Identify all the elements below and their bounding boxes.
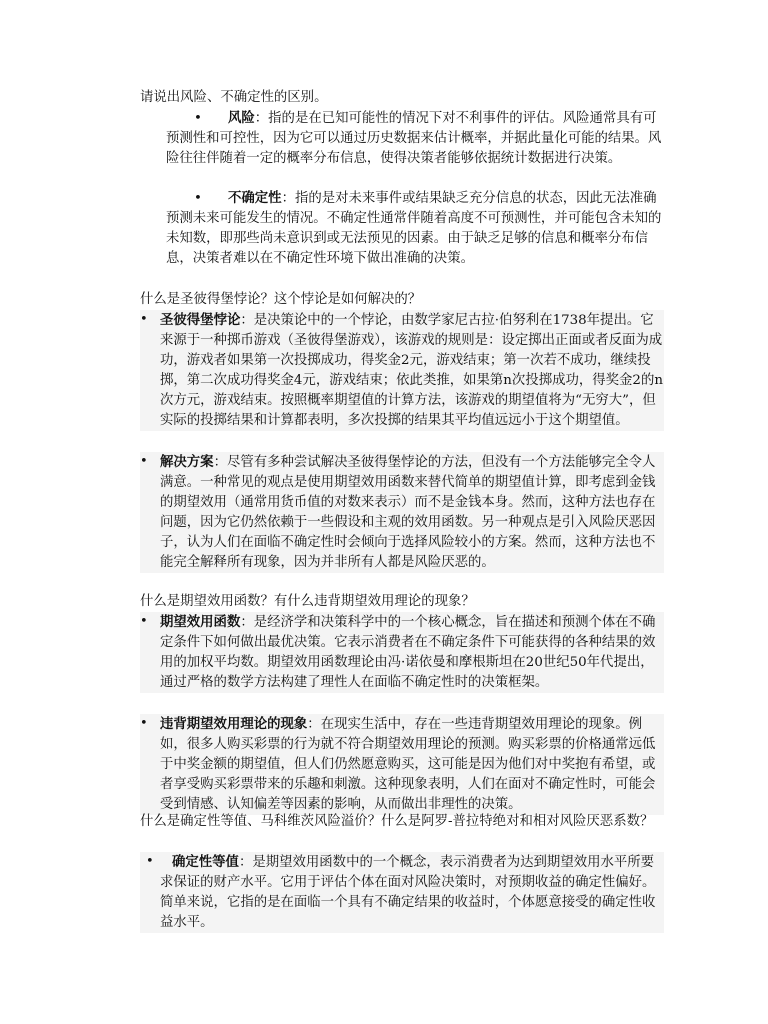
question-risk-uncertainty: 请说出风险、不确定性的区别。	[140, 90, 328, 105]
expected-utility-item	[140, 612, 664, 693]
section-solution	[140, 452, 664, 573]
violation-term: 违背期望效用理论的现象	[160, 716, 308, 732]
section-violation	[140, 714, 664, 815]
uncertainty-term: 不确定性	[228, 190, 282, 206]
question-st-petersburg: 什么是圣彼得堡悖论？这个悖论是如何解决的？	[140, 292, 422, 307]
uncertainty-colon: ：	[281, 191, 295, 206]
bullet-icon: •	[194, 111, 202, 126]
section-certainty-equivalent	[140, 852, 664, 933]
expected-utility-text: 是经济学和决策科学中的一个核心概念，旨在描述和预测个体在不确定条件下如何做出最优决策。它表示消费者在不确定条件下可能获得的各种结果的效用的加权平均数。期望效用函数理论由冯·诺依曼和摩根斯坦在20世纪50年代提出，通过严格的数学方法构建了理性人在面临不确定性时的决策框架。	[160, 615, 656, 690]
solution-colon: ：	[213, 455, 227, 470]
uncertainty-paragraph	[166, 188, 664, 269]
risk-paragraph	[166, 108, 664, 169]
section-uncertainty	[166, 188, 664, 269]
certainty-equivalent-colon: ：	[238, 855, 253, 870]
st-petersburg-item	[140, 310, 664, 431]
st-petersburg-text: 是决策论中的一个悖论，由数学家尼古拉·伯努利在1738年提出。它来源于一种掷币游戏（圣彼得堡游戏），该游戏的规则是：设定掷出正面或者反面为成功，游戏者如果第一次投掷成功，得奖金2元，游戏结束；第一次若不成功，继续投掷，第二次成功得奖金4元，游戏结束；依此类推，如果第n次投掷成功，得奖金2的n次方元，游戏结束。按照概率期望值的计算方法，该游戏的期望值将为“无穷大”，但实际的投掷结果和计算都表明，多次投掷的结果其平均值远远小于这个期望值。	[160, 313, 663, 428]
section-st-petersburg	[140, 310, 664, 431]
risk-definition: 指的是在已知可能性的情况下对不利事件的评估。风险通常具有可预测性和可控性，因为它可以通过历史数据来估计概率，并据此量化可能的结果。风险往往伴随着一定的概率分布信息，使得决策者能够依据统计数据进行决策。	[166, 111, 662, 166]
bullet-icon: •	[140, 454, 148, 469]
solution-term: 解决方案	[160, 454, 214, 470]
bullet-icon: •	[194, 191, 202, 206]
question-expected-utility: 什么是期望效用函数？有什么违背期望效用理论的现象？	[140, 594, 475, 609]
violation-colon: ：	[307, 717, 321, 732]
bullet-icon: •	[140, 614, 148, 629]
question-certainty-equivalent: 什么是确定性等值、马科维茨风险溢价？什么是阿罗-普拉特绝对和相对风险厌恶系数？	[140, 814, 654, 829]
risk-term: 风险	[228, 110, 255, 126]
bullet-icon: •	[140, 716, 148, 731]
certainty-equivalent-text: 是期望效用函数中的一个概念，表示消费者为达到期望效用水平所要求保证的财产水平。它用于评估个体在面对风险决策时，对预期收益的确定性偏好。简单来说，它指的是在面临一个具有不确定结果的收益时，个体愿意接受的确定性收益水平。	[160, 855, 656, 930]
solution-item	[140, 452, 664, 573]
expected-utility-colon: ：	[240, 615, 254, 630]
bullet-icon: •	[146, 854, 154, 869]
bullet-icon: •	[140, 312, 148, 327]
st-petersburg-term: 圣彼得堡悖论	[160, 312, 241, 328]
uncertainty-definition: 指的是对未来事件或结果缺乏充分信息的状态，因此无法准确预测未来可能发生的情况。不确定性通常伴随着高度不可预测性，并可能包含未知的未知数，即那些尚未意识到或无法预见的因素。由于缺乏足够的信息和概率分布信息，决策者难以在不确定性环境下做出准确的决策。	[166, 191, 662, 266]
solution-text: 尽管有多种尝试解决圣彼得堡悖论的方法，但没有一个方法能够完全令人满意。一种常见的观点是使用期望效用函数来替代简单的期望值计算，即考虑到金钱的期望效用（通常用货币值的对数来表示）而不是金钱本身。然而，这种方法也存在问题，因为它仍然依赖于一些假设和主观的效用函数。另一种观点是引入风险厌恶因子，认为人们在面临不确定性时会倾向于选择风险较小的方案。然而，这种方法也不能完全解释所有现象，因为并非所有人都是风险厌恶的。	[160, 455, 656, 570]
section-expected-utility	[140, 612, 664, 693]
risk-colon: ：	[254, 111, 269, 126]
expected-utility-term: 期望效用函数	[160, 614, 241, 630]
section-risk	[166, 108, 664, 169]
certainty-equivalent-item	[140, 852, 664, 933]
violation-item	[140, 714, 664, 815]
certainty-equivalent-term: 确定性等值	[172, 854, 239, 870]
violation-text: 在现实生活中，存在一些违背期望效用理论的现象。例如，很多人购买彩票的行为就不符合期望效用理论的预测。购买彩票的价格通常远低于中奖金额的期望值，但人们仍然愿意购买，这可能是因为他们对中奖抱有希望，或者享受购买彩票带来的乐趣和刺激。这种现象表明，人们在面对不确定性时，可能会受到情感、认知偏差等因素的影响，从而做出非理性的决策。	[160, 717, 656, 812]
st-petersburg-colon: ：	[240, 313, 254, 328]
